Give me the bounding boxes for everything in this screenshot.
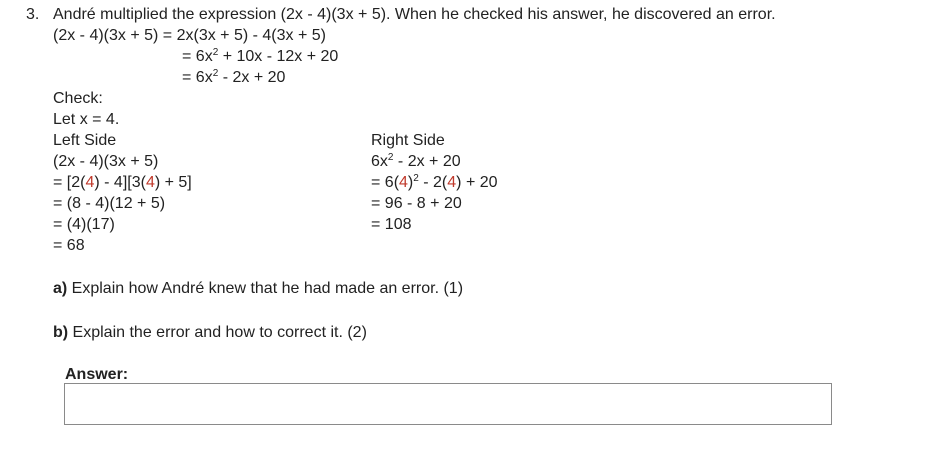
part-a-label: a) <box>53 280 68 297</box>
work-line-1: (2x - 4)(3x + 5) = 2x(3x + 5) - 4(3x + 5) <box>53 27 326 44</box>
question-number: 3. <box>26 6 40 23</box>
part-b <box>53 322 367 343</box>
part-b-label: b) <box>53 324 69 341</box>
right-side-line-3: = 96 - 8 + 20 <box>371 195 462 212</box>
right-side-line-1: $6x^2 - 2x + 20$ <box>371 152 461 170</box>
check-title: Check: <box>53 90 103 107</box>
left-side-line-3: = (8 - 4)(12 + 5) <box>53 195 166 212</box>
right-side-line-4: = 108 <box>371 216 412 233</box>
answer-input[interactable] <box>64 383 832 425</box>
left-side-line-4: = (4)(17) <box>53 216 115 233</box>
left-side-line-5: = 68 <box>53 237 85 254</box>
part-a <box>53 278 463 299</box>
right-side-line-2: = $6(4)^2 - 2(4) + 20$ <box>371 173 498 191</box>
check-let: Let x = 4. <box>53 111 120 128</box>
left-side-line-1: (2x - 4)(3x + 5) <box>53 153 159 170</box>
part-a-text: Explain how André knew that he had made an error. (1) <box>67 280 464 297</box>
answer-label: Answer: <box>65 366 129 383</box>
left-side-heading: Left Side <box>53 132 117 149</box>
right-side-heading: Right Side <box>371 132 445 149</box>
work-line-3: = $6x^2 - 2x + 20$ <box>182 68 286 86</box>
left-side-line-2: = [2(4) - 4][3(4) + 5] <box>53 174 192 191</box>
part-b-text: Explain the error and how to correct it. (2) <box>68 324 367 341</box>
question-prompt: André multiplied the expression (2x - 4)(3x + 5). When he checked his answer, he discovered an error. <box>53 6 776 23</box>
work-line-2: = $6x^2 + 10x - 12x + 20$ <box>182 47 339 65</box>
